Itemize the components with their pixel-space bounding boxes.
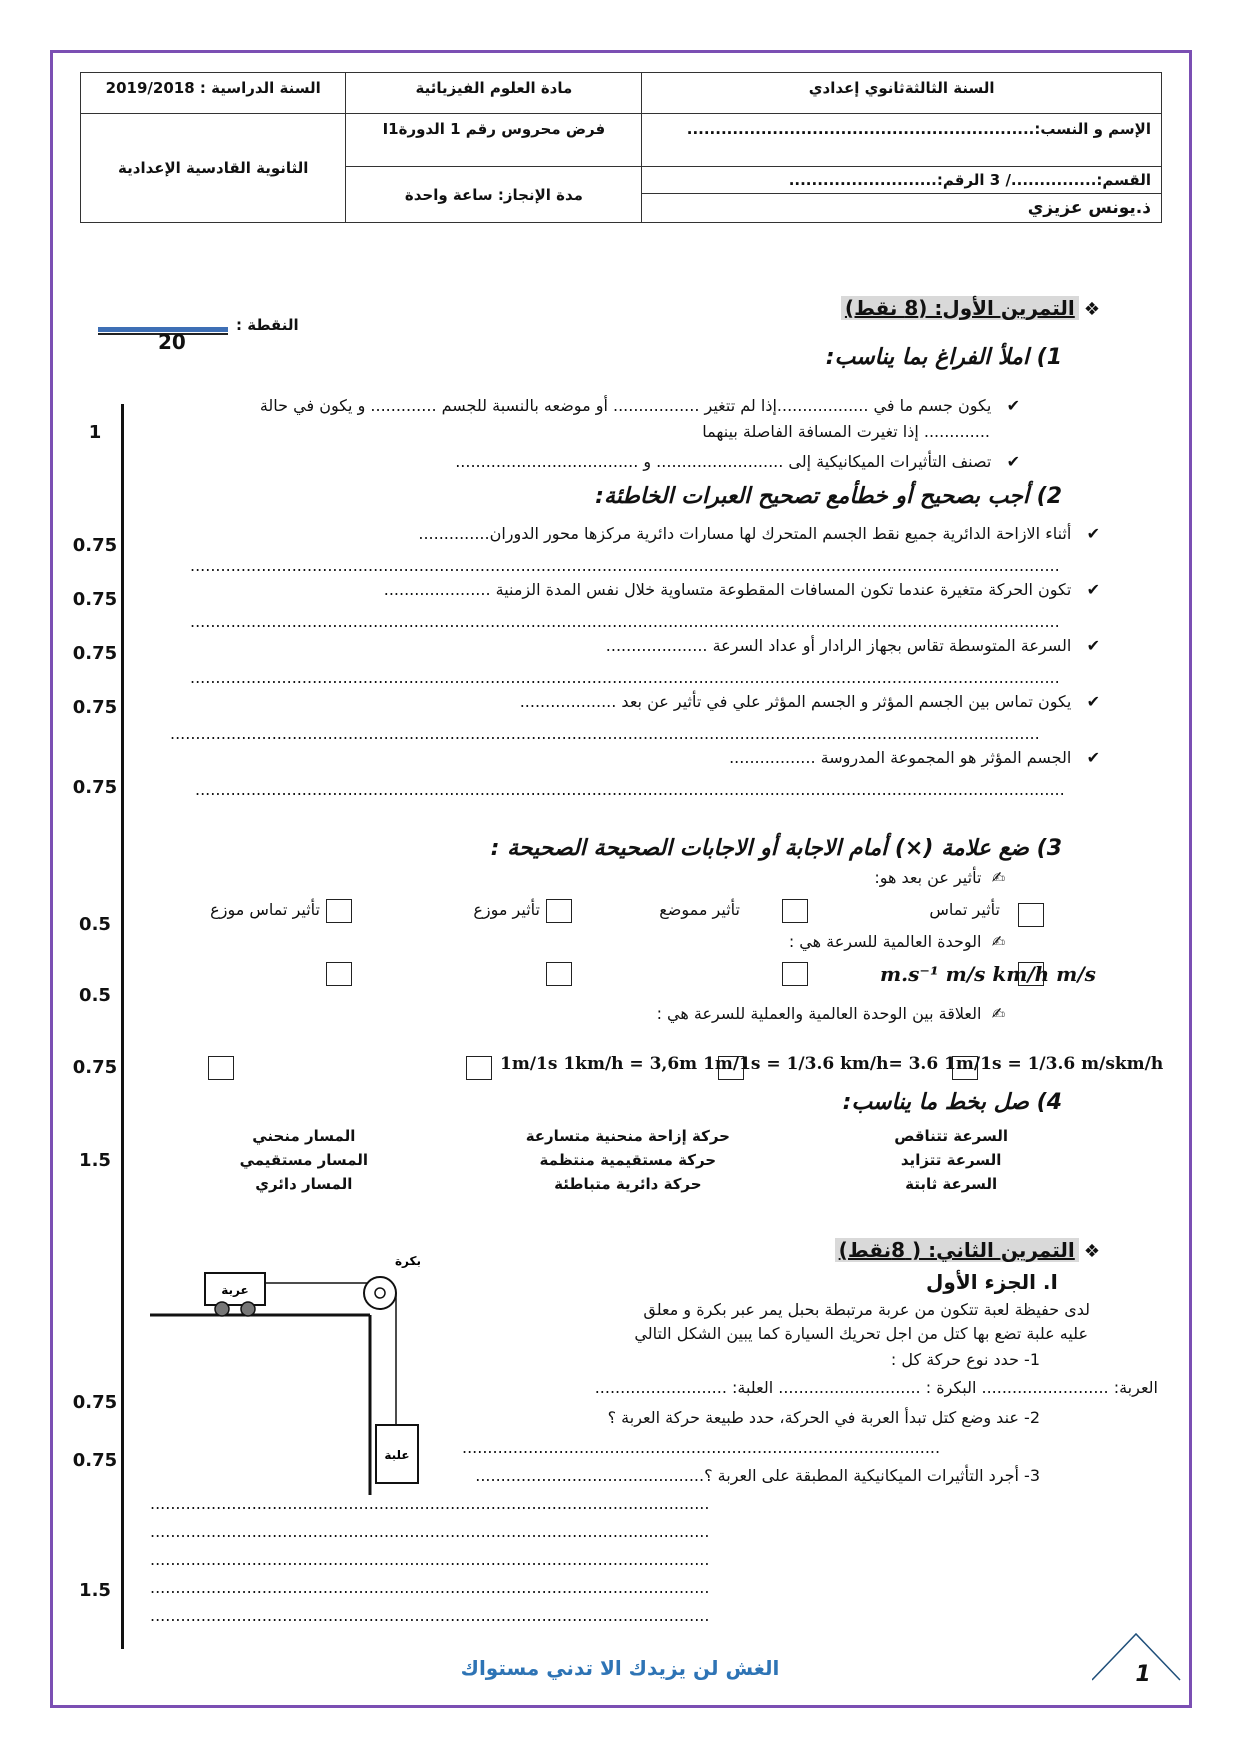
mark: 0.75 [72, 589, 118, 610]
mark: 0.75 [72, 697, 118, 718]
ex2-q3: 3- أجرد التأثيرات الميكانيكية المطبقة على العربة ؟............................................. [475, 1466, 1040, 1485]
footer-motto: الغش لن يزيدك الا تدني مستواك [460, 1656, 780, 1680]
cart-label: عربة [221, 1283, 249, 1297]
school-year: السنة الدراسية : 2019/2018 [81, 73, 346, 114]
ex1-title-row: ❖ التمرين الأول: (8 نقط) [841, 296, 1100, 320]
q1-title: 1) املأ الفراغ بما يناسب: [825, 345, 1062, 370]
page-number: 1 [1135, 1662, 1151, 1687]
mark: 0.75 [72, 643, 118, 664]
q3-title: 3) ضع علامة (×) أمام الاجابة أو الاجابات الصحيحة الصحيحة : [490, 836, 1062, 861]
mark: 0.5 [79, 914, 111, 935]
q2-item-text: يكون تماس بين الجسم المؤثر و الجسم المؤثر علي في تأثير عن بعد ................... [519, 692, 1072, 711]
checkbox[interactable] [326, 899, 352, 923]
mark: 1 [88, 422, 102, 443]
ex1-title: التمرين الأول: (8 نقط) [841, 296, 1079, 320]
q1-line1-text: يكون جسم ما في ..................إذا لم تتغير ................. أو موضعه بالنسبة للجسم ............. و يكون في حالة [259, 396, 992, 415]
q2-item-5: ✔ الجسم المؤثر هو المجموعة المدروسة ................. [729, 748, 1100, 767]
q4-col2-item: حركة مستقيمية منتظمة [539, 1151, 717, 1169]
score-label: النقطة : [236, 316, 299, 334]
school-name: الثانوية القادسية الإعدادية [81, 114, 346, 223]
q2-item-1: ✔ أثناء الازاحة الدائرية جميع نقط الجسم المتحرك لها مسارات دائرية مركزها محور الدوران.............. [418, 524, 1100, 543]
q1-line2-text: تصنف التأثيرات الميكانيكية إلى ......................... و .................................... [455, 452, 992, 471]
q3a-option-2: تأثير مموضع [659, 900, 740, 919]
ex2-q2-line: .............................................................................................. [462, 1438, 941, 1457]
class-teacher-cell [642, 167, 1162, 223]
ex2-title: التمرين الثاني: ( 8نقط) [835, 1238, 1079, 1262]
mark: 0.75 [72, 777, 118, 798]
checkbox[interactable] [546, 899, 572, 923]
q2-answer-line: ........................................................................................................................................................................... [190, 668, 1060, 687]
q3a-title: ✍ تأثير عن بعد هو: [874, 868, 1005, 887]
answer-line: .............................................................................................................. [150, 1578, 710, 1597]
answer-line: .............................................................................................................. [150, 1550, 710, 1569]
q4-title: 4) صل بخط ما يناسب: [842, 1090, 1062, 1115]
q3c-title: ✍ العلاقة بين الوحدة العالمية والعملية للسرعة هي : [656, 1004, 1005, 1023]
mark: 0.75 [72, 1057, 118, 1078]
q2-item-text: تكون الحركة متغيرة عندما تكون المسافات المقطوعة متساوية خلال نفس المدة الزمنية ..................... [383, 580, 1072, 599]
ex2-title-row: ❖ التمرين الثاني: ( 8نقط) [835, 1238, 1100, 1262]
q3a-option-3: تأثير موزع [473, 900, 540, 919]
q4-col2-item: حركة إزاحة منحنية متسارعة [525, 1127, 730, 1145]
ex2-q1: 1- حدد نوع حركة كل : [890, 1350, 1040, 1369]
header-table [80, 72, 1162, 223]
q1-line2: ✔ تصنف التأثيرات الميكانيكية إلى ......................... و .................................... [455, 452, 1020, 471]
q3b-title-text: الوحدة العالمية للسرعة هي : [788, 932, 982, 951]
q2-item-text: السرعة المتوسطة تقاس بجهاز الرادار أو عداد السرعة .................... [605, 636, 1072, 655]
q2-title: 2) أجب بصحيح أو خطأمع تصحيح العبرات الخاطئة: [595, 484, 1062, 509]
q1-line1: ✔ يكون جسم ما في ..................إذا لم تتغير ................. أو موضعه بالنسبة للجسم ............. و يكون في حالة [259, 396, 1020, 415]
answer-line: .............................................................................................................. [150, 1606, 710, 1625]
class-field: القسم:.............../ 3 الرقم:.......................... [642, 167, 1161, 194]
ex2-intro-1: لدى حفيظة لعبة تتكون من عربة مرتبطة بحبل يمر عبر بكرة و معلق [643, 1300, 1090, 1319]
checkbox[interactable] [782, 962, 808, 986]
checkbox[interactable] [326, 962, 352, 986]
name-field: الإسم و النسب:............................................................. [642, 114, 1162, 167]
pulley-label: بكرة [394, 1255, 422, 1268]
q4-col2-item: حركة دائرية متباطئة [554, 1175, 702, 1193]
answer-line: .............................................................................................................. [150, 1494, 710, 1513]
q4-col1-item: السرعة تتزايد [900, 1151, 1002, 1169]
teacher: ذ.يونس عزيزي [1027, 198, 1151, 218]
q1-line1b: ............. إذا تغيرت المسافة الفاصلة بينهما [702, 422, 990, 441]
q4-col1-item: السرعة ثابتة [905, 1175, 998, 1193]
q4-col3-item: المسار منحني [252, 1127, 356, 1145]
q3b-units: m.s⁻¹ m/s km/h m/s [880, 962, 1096, 986]
mark: 0.75 [72, 535, 118, 556]
ex2-intro-2: عليه علبة تضع بها كتل من اجل تحريك السيارة كما يبين الشكل التالي [634, 1324, 1088, 1343]
page-number-badge [1092, 1620, 1182, 1700]
pulley-figure [150, 1255, 440, 1495]
q3a-option-1: تأثير تماس [929, 900, 1000, 919]
q3a-option-4: تأثير تماس موزع [210, 900, 320, 919]
q2-item-text: الجسم المؤثر هو المجموعة المدروسة ................. [729, 748, 1072, 767]
ex2-part: I. الجزء الأول [926, 1270, 1058, 1294]
checkbox[interactable] [782, 899, 808, 923]
mark: 1.5 [79, 1150, 111, 1171]
checkbox[interactable] [208, 1056, 234, 1080]
q2-item-3: ✔ السرعة المتوسطة تقاس بجهاز الرادار أو عداد السرعة .................... [605, 636, 1100, 655]
q4-col3-item: المسار مستقيمي [239, 1151, 368, 1169]
ex2-q2: 2- عند وضع كتل تبدأ العربة في الحركة، حدد طبيعة حركة العربة ؟ [607, 1408, 1040, 1427]
level: السنة الثالثةثانوي إعدادي [642, 73, 1162, 114]
mark: 0.75 [72, 1450, 118, 1471]
q2-item-text: أثناء الازاحة الدائرية جميع نقط الجسم المتحرك لها مسارات دائرية مركزها محور الدوران.............. [418, 524, 1072, 543]
q4-col3 [240, 1124, 368, 1196]
checkbox[interactable] [1018, 903, 1044, 927]
checkbox[interactable] [546, 962, 572, 986]
mark: 0.75 [72, 1392, 118, 1413]
q4-col3-item: المسار دائري [255, 1175, 353, 1193]
q4-col1-item: السرعة تتناقص [894, 1127, 1008, 1145]
q4-col2 [526, 1124, 730, 1196]
q3c-title-text: العلاقة بين الوحدة العالمية والعملية للسرعة هي : [656, 1004, 982, 1023]
q2-answer-line: ........................................................................................................................................................................... [195, 780, 1065, 799]
q3c-formula: 1m/1s 1km/h = 3,6m 1m/1s = 1/3.6 km/h= 3.6 1m/1s = 1/3.6 m/skm/h [500, 1054, 1164, 1074]
box-label: علبة [384, 1448, 410, 1462]
checkbox[interactable] [466, 1056, 492, 1080]
q2-answer-line: ........................................................................................................................................................................... [190, 612, 1060, 631]
ex2-q1-line: العربة: ......................... البكرة : ............................ العلبة: .......................... [594, 1378, 1158, 1397]
subject: مادة العلوم الفيزيائية [346, 73, 642, 114]
exam-title: فرض محروس رقم 1 الدورةI1 [346, 114, 642, 167]
q4-col1 [894, 1124, 1008, 1196]
mark: 1.5 [79, 1580, 111, 1601]
q2-item-4: ✔ يكون تماس بين الجسم المؤثر و الجسم المؤثر علي في تأثير عن بعد ................... [519, 692, 1100, 711]
q2-answer-line: ........................................................................................................................................................................... [170, 724, 1040, 743]
mark: 0.5 [79, 985, 111, 1006]
answer-line: .............................................................................................................. [150, 1522, 710, 1541]
duration: مدة الإنجاز: ساعة واحدة [346, 167, 642, 223]
q3a-title-text: تأثير عن بعد هو: [874, 868, 982, 887]
score-total: 20 [158, 330, 186, 354]
q2-item-2: ✔ تكون الحركة متغيرة عندما تكون المسافات المقطوعة متساوية خلال نفس المدة الزمنية ..................... [383, 580, 1100, 599]
q3b-title: ✍ الوحدة العالمية للسرعة هي : [788, 932, 1005, 951]
q2-answer-line: ........................................................................................................................................................................... [190, 556, 1060, 575]
